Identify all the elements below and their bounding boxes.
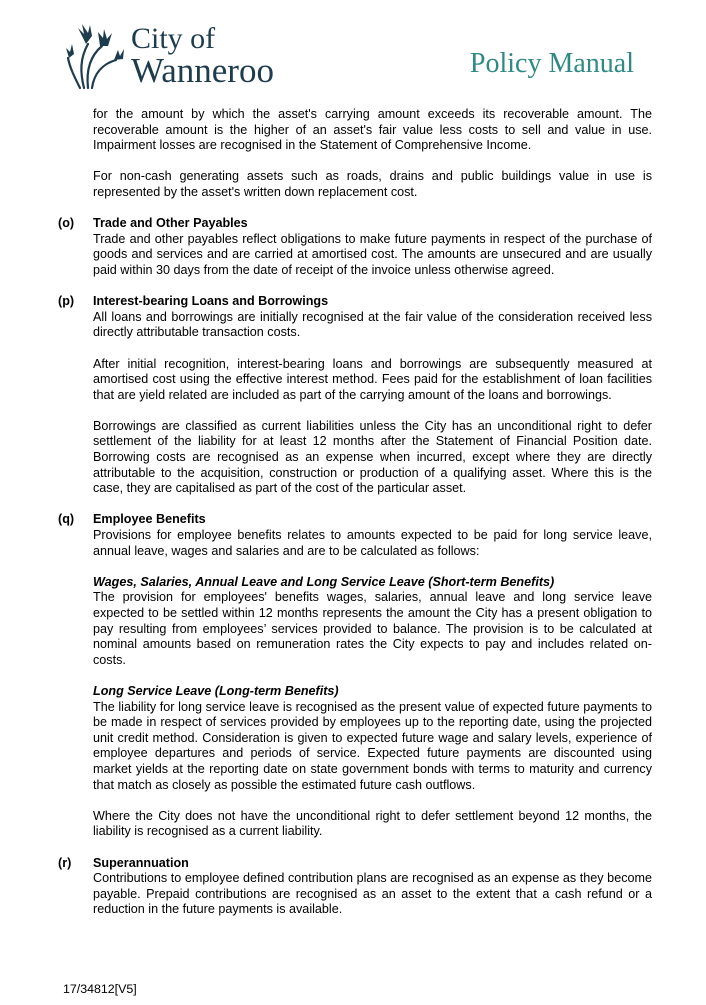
section-heading: Interest-bearing Loans and Borrowings bbox=[93, 294, 329, 309]
section-paragraph: Borrowings are classified as current liabilities unless the City has an unconditional right to defer settlement of the liability for at least 12 months after the Statement of Financial Position date. Borrowing costs are recognised as an expense when incurred, except where they are directly attributable to the acquisition, construction or production of a qualifying asset. Where this is the case, they are capitalised as part of the cost of the particular asset. bbox=[93, 418, 652, 496]
wanneroo-logo-icon bbox=[66, 24, 126, 90]
manual-title: Policy Manual bbox=[469, 48, 634, 79]
section-heading: Superannuation bbox=[93, 855, 189, 870]
intro-paragraph-2: For non-cash generating assets such as roads, drains and public buildings value in use is represented by the asset's written down replacement cost. bbox=[93, 169, 652, 199]
document-reference: 17/34812[V5] bbox=[63, 982, 137, 996]
subsection-heading: Long Service Leave (Long-term Benefits) bbox=[93, 683, 339, 698]
logo-text-wanneroo: Wanneroo bbox=[131, 51, 274, 90]
section-label: (q) bbox=[58, 512, 75, 527]
section-loans-borrowings bbox=[58, 294, 652, 497]
section-label: (p) bbox=[58, 294, 75, 309]
section-employee-benefits bbox=[58, 512, 652, 839]
section-paragraph: Provisions for employee benefits relates to amounts expected to be paid for long service leave, annual leave, wages and salaries and are to be calculated as follows: bbox=[93, 528, 652, 558]
subsection-paragraph: The liability for long service leave is recognised as the present value of expected future payments to be made in respect of services provided by employees up to the reporting date, using the projected unit credit method. Consideration is given to expected future wage and salary levels, experience of employee departures and periods of service. Expected future payments are discounted using market yields at the reporting date on state government bonds with terms to maturity and currency that match as closely as possible the estimated future cash outflows. bbox=[93, 699, 652, 792]
subsection-heading: Wages, Salaries, Annual Leave and Long Service Leave (Short-term Benefits) bbox=[93, 574, 555, 589]
page-header bbox=[0, 0, 706, 100]
section-paragraph: After initial recognition, interest-bearing loans and borrowings are subsequently measured at amortised cost using the effective interest method. Fees paid for the establishment of loan facilities that are yield related are included as part of the carrying amount of the loans and borrowings. bbox=[93, 356, 652, 402]
section-paragraph: Contributions to employee defined contribution plans are recognised as an expense as they become payable. Prepaid contributions are recognised as an asset to the extent that a cash refund or a reduction in the future payments is available. bbox=[93, 871, 652, 917]
document-body bbox=[58, 107, 652, 933]
section-superannuation bbox=[58, 855, 652, 918]
section-paragraph: Where the City does not have the unconditional right to defer settlement beyond 12 months, the liability is recognised as a current liability. bbox=[93, 808, 652, 839]
section-paragraph: Trade and other payables reflect obligations to make future payments in respect of the purchase of goods and services and are carried at amortised cost. The amounts are unsecured and are usually paid within 30 days from the date of receipt of the invoice unless otherwise agreed. bbox=[93, 231, 652, 277]
section-paragraph: All loans and borrowings are initially recognised at the fair value of the consideration received less directly attributable transaction costs. bbox=[93, 309, 652, 340]
section-label: (o) bbox=[58, 216, 75, 231]
logo-text-city-of: City of bbox=[131, 22, 216, 55]
subsection-paragraph: The provision for employees' benefits wages, salaries, annual leave and long service leave expected to be settled within 12 months represents the amount the City has a present obligation to pay resulting from employees’ services provided to balance. The provision is to be calculated at nominal amounts based on remuneration rates the City expects to pay and includes related on-costs. bbox=[93, 590, 652, 667]
section-label: (r) bbox=[58, 855, 72, 870]
intro-paragraph-1: for the amount by which the asset's carrying amount exceeds its recoverable amount. The recoverable amount is the higher of an asset's fair value less costs to sell and value in use. Impairment losses are recognised in the Statement of Comprehensive Income. bbox=[93, 107, 652, 153]
section-heading: Trade and Other Payables bbox=[93, 216, 248, 231]
section-heading: Employee Benefits bbox=[93, 512, 206, 527]
section-trade-payables bbox=[58, 216, 652, 278]
